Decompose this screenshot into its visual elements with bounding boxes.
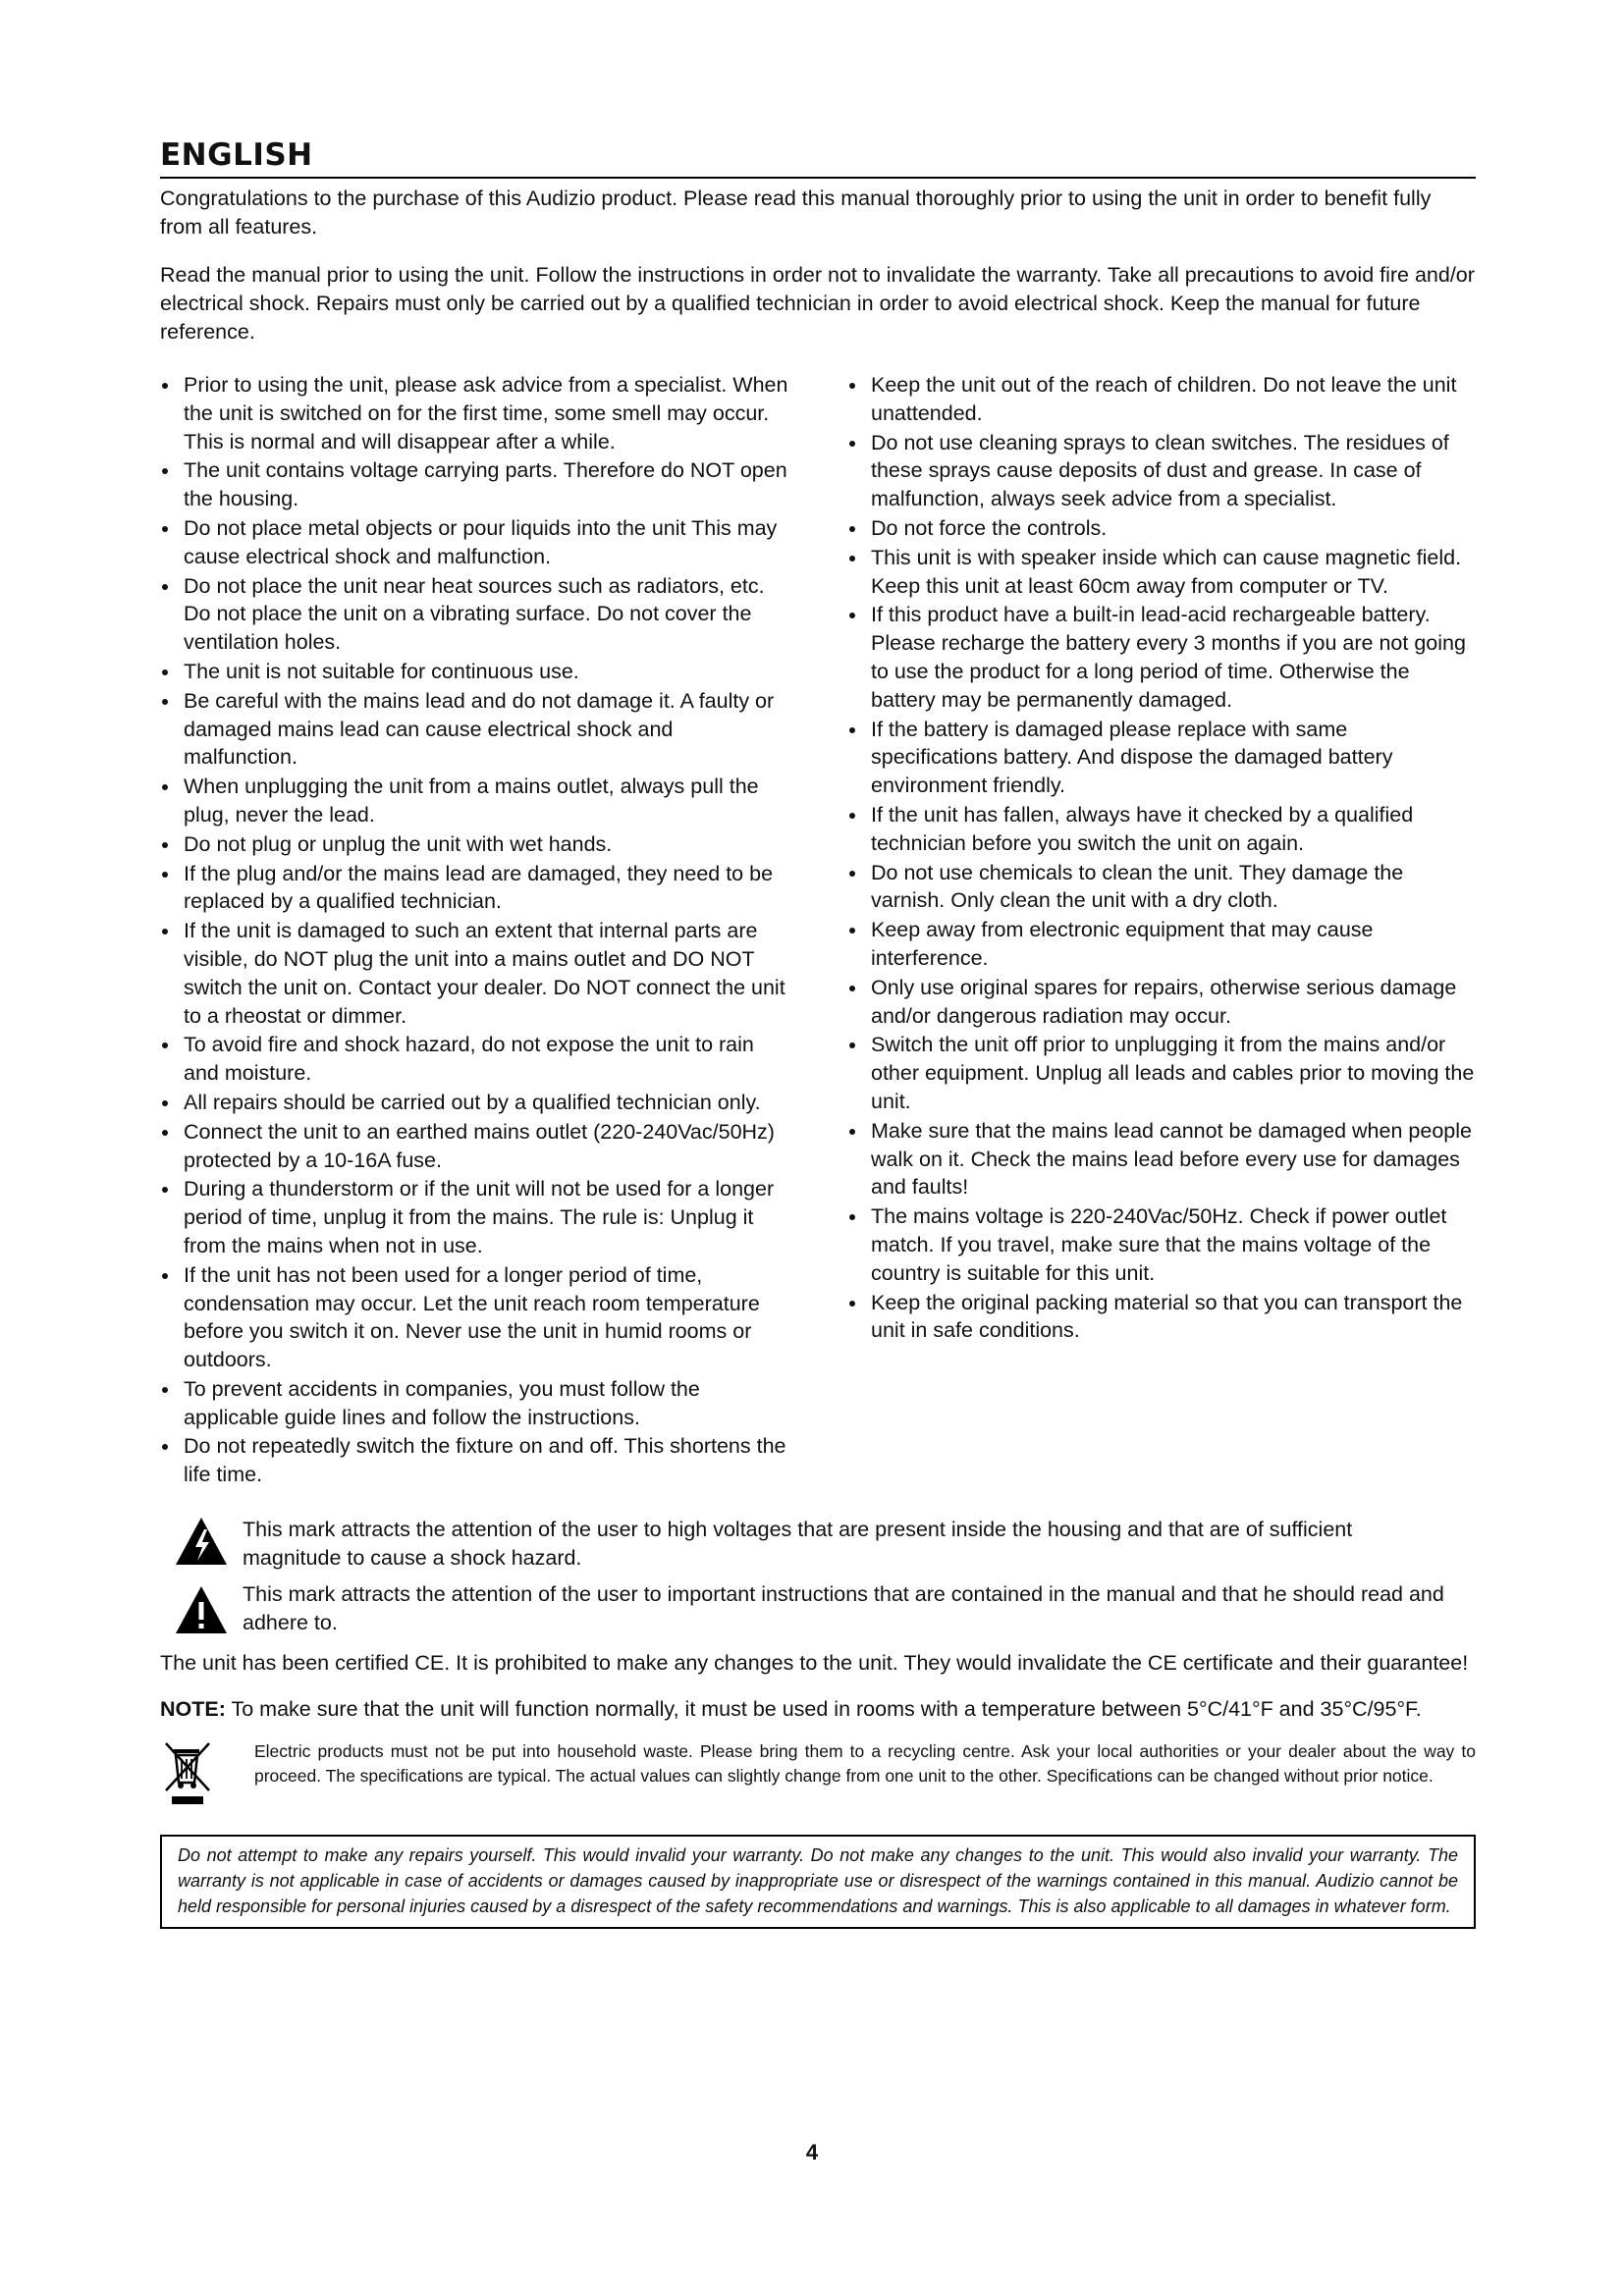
list-item: Do not plug or unplug the unit with wet hands.: [160, 830, 788, 859]
list-item: To avoid fire and shock hazard, do not expose the unit to rain and moisture.: [160, 1031, 788, 1088]
page-number: 4: [805, 2140, 819, 2164]
intro: [160, 185, 1476, 347]
list-item: When unplugging the unit from a mains outlet, always pull the plug, never the lead.: [160, 773, 788, 829]
list-item: Do not place metal objects or pour liquids into the unit This may cause electrical shock and malfunction.: [160, 514, 788, 571]
list-item: Do not repeatedly switch the fixture on and off. This shortens the life time.: [160, 1432, 788, 1489]
list-item: During a thunderstorm or if the unit will not be used for a longer period of time, unplug it from the mains. The rule is: Unplug it from the mains when not in use.: [160, 1175, 788, 1259]
weee-text: Electric products must not be put into household waste. Please bring them to a recycling centre. Ask your local authorities or your dealer about the way to proceed. The specifications are typical. The actual values can slightly change from one unit to the other. Specifications can be changed without prior notice.: [254, 1741, 1476, 1787]
instructions-mark-text: This mark attracts the attention of the user to important instructions that are contained in the manual and that he should read and adhere to.: [243, 1582, 1444, 1635]
list-item: All repairs should be carried out by a qualified technician only.: [160, 1089, 788, 1117]
warranty-disclaimer: Do not attempt to make any repairs yourself. This would invalid your warranty. Do not make any changes to the unit. This would also invalid your warranty. The warranty is not applicable in case of accidents or damages caused by inappropriate use or disrespect of the warnings contained in this manual. Audizio cannot be held responsible for personal injuries caused by a disrespect of the safety recommendations and warnings. This is also applicable to all damages in whatever form.: [160, 1835, 1476, 1929]
intro-paragraph: Congratulations to the purchase of this Audizio product. Please read this manual thoroughly prior to using the unit in order to benefit fully from all features.: [160, 187, 1432, 239]
list-item: Keep the unit out of the reach of children. Do not leave the unit unattended.: [847, 371, 1476, 428]
list-item: Do not force the controls.: [847, 514, 1476, 543]
list-item: Switch the unit off prior to unplugging it from the mains and/or other equipment. Unplug all leads and cables prior to moving the unit.: [847, 1031, 1476, 1115]
list-item: If this product have a built-in lead-acid rechargeable battery. Please recharge the battery every 3 months if you are not going to use the product for a long period of time. Otherwise the battery may be permanently damaged.: [847, 601, 1476, 714]
list-item: Do not use chemicals to clean the unit. They damage the varnish. Only clean the unit with a dry cloth.: [847, 859, 1476, 916]
high-voltage-warning-icon: [160, 1516, 243, 1567]
ce-statement: The unit has been certified CE. It is prohibited to make any changes to the unit. They would invalidate the CE certificate and their guarantee!: [160, 1651, 1469, 1676]
exclamation-warning-icon: [160, 1580, 243, 1635]
list-item: Keep away from electronic equipment that may cause interference.: [847, 916, 1476, 973]
list-item: If the unit has fallen, always have it checked by a qualified technician before you switch the unit on again.: [847, 801, 1476, 858]
list-item: If the unit is damaged to such an extent that internal parts are visible, do NOT plug the unit into a mains outlet and DO NOT switch the unit on. Contact your dealer. Do NOT connect the unit to a rheostat or dimmer.: [160, 917, 788, 1030]
list-item: The unit is not suitable for continuous use.: [160, 658, 788, 686]
manual-page: [160, 137, 1476, 1929]
list-item: Connect the unit to an earthed mains outlet (220-240Vac/50Hz) protected by a 10-16A fuse.: [160, 1118, 788, 1175]
list-item: Keep the original packing material so that you can transport the unit in safe conditions.: [847, 1289, 1476, 1346]
list-item: To prevent accidents in companies, you must follow the applicable guide lines and follow the instructions.: [160, 1375, 788, 1432]
list-item: If the plug and/or the mains lead are damaged, they need to be replaced by a qualified technician.: [160, 860, 788, 917]
crossed-bin-icon: [160, 1739, 254, 1813]
list-item: If the battery is damaged please replace with same specifications battery. And dispose the damaged battery environment friendly.: [847, 716, 1476, 800]
intro-paragraph: Read the manual prior to using the unit. Follow the instructions in order not to invalidate the warranty. Take all precautions to avoid fire and/or electrical shock. Repairs must only be carried out by a qualified technician in order to avoid electrical shock. Keep the manual for future reference.: [160, 263, 1475, 344]
section-heading: ENGLISH: [160, 137, 1476, 179]
warning-marks: [160, 1516, 1476, 1637]
voltage-mark: [160, 1516, 1476, 1573]
list-item: Prior to using the unit, please ask advice from a specialist. When the unit is switched on for the first time, some smell may occur. This is normal and will disappear after a while.: [160, 371, 788, 455]
instructions-mark: [160, 1580, 1476, 1637]
weee-notice: [160, 1739, 1476, 1813]
right-column: [847, 371, 1476, 1490]
list-item: This unit is with speaker inside which can cause magnetic field. Keep this unit at least 60cm away from computer or TV.: [847, 544, 1476, 601]
list-item: Only use original spares for repairs, otherwise serious damage and/or dangerous radiation may occur.: [847, 974, 1476, 1031]
note-label: NOTE:: [160, 1697, 226, 1722]
list-item: Do not place the unit near heat sources such as radiators, etc. Do not place the unit on a vibrating surface. Do not cover the ventilation holes.: [160, 572, 788, 657]
note-text: To make sure that the unit will function normally, it must be used in rooms with a temperature between 5°C/41°F and 35°C/95°F.: [225, 1697, 1422, 1722]
left-column: [160, 371, 788, 1490]
list-item: Do not use cleaning sprays to clean switches. The residues of these sprays cause deposits of dust and grease. In case of malfunction, always seek advice from a specialist.: [847, 429, 1476, 513]
right-safety-list: [847, 371, 1476, 1345]
list-item: If the unit has not been used for a longer period of time, condensation may occur. Let the unit reach room temperature before you switch it on. Never use the unit in humid rooms or outdoors.: [160, 1261, 788, 1374]
list-item: Make sure that the mains lead cannot be damaged when people walk on it. Check the mains lead before every use for damages and faults!: [847, 1117, 1476, 1201]
list-item: The unit contains voltage carrying parts. Therefore do NOT open the housing.: [160, 456, 788, 513]
voltage-mark-text: This mark attracts the attention of the user to high voltages that are present inside the housing and that are of sufficient magnitude to cause a shock hazard.: [243, 1518, 1353, 1571]
list-item: The mains voltage is 220-240Vac/50Hz. Check if power outlet match. If you travel, make sure that the mains voltage of the country is suitable for this unit.: [847, 1202, 1476, 1287]
list-item: Be careful with the mains lead and do not damage it. A faulty or damaged mains lead can cause electrical shock and malfunction.: [160, 687, 788, 772]
safety-columns: [160, 371, 1476, 1490]
left-safety-list: [160, 371, 788, 1489]
note: [160, 1695, 1476, 1724]
